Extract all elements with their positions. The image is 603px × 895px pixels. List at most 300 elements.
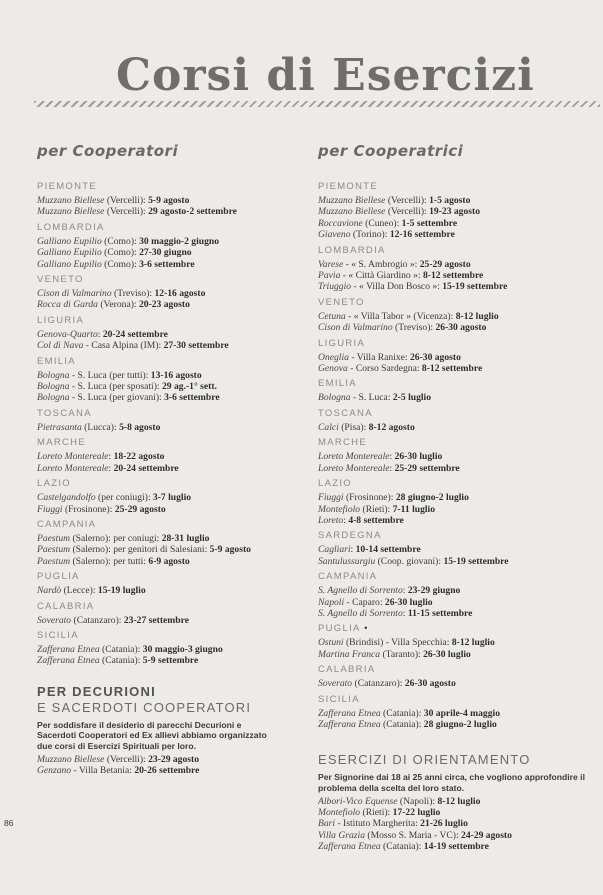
- entry-place: Triuggio: [318, 281, 352, 293]
- list-item: [318, 708, 588, 719]
- region-name: LIGURIA: [318, 337, 366, 349]
- entry-place: Bologna: [37, 369, 70, 381]
- entry-dates: 19-23 agosto: [429, 206, 481, 218]
- entry-details: (Treviso):: [111, 288, 155, 300]
- region-name: CAMPANIA: [37, 518, 97, 530]
- region-heading: [37, 274, 282, 286]
- entry-dates: 18-22 agosto: [113, 451, 165, 463]
- list-item: [318, 492, 588, 503]
- entry-dates: 23-27 settembre: [123, 614, 189, 626]
- section-heading-decurioni-line2: E SACERDOTI COOPERATORI: [37, 699, 252, 715]
- entry-details: - « Villa Tabor » (Vicenza):: [345, 310, 456, 322]
- region-name: MARCHE: [318, 437, 367, 449]
- entry-details: - Istituto Margherita:: [335, 818, 421, 830]
- list-item: [37, 754, 282, 765]
- list-item: [318, 515, 588, 526]
- entry-dates: 1-5 agosto: [429, 195, 471, 206]
- entry-details: (Vercelli):: [104, 195, 149, 206]
- entry-details: (Vercelli):: [385, 195, 430, 206]
- list-item: [318, 830, 588, 841]
- region-name: MARCHE: [37, 437, 86, 449]
- list-item: [318, 841, 588, 852]
- entry-details: - Casa Alpina (IM):: [83, 340, 164, 352]
- entry-details: (Salerno): per tutti:: [70, 555, 149, 567]
- list-item: [318, 259, 588, 270]
- entry-dates: 1-5 settembre: [401, 217, 458, 229]
- list-item: [318, 422, 588, 433]
- region-heading: [318, 245, 588, 257]
- entry-place: Genzano: [37, 764, 72, 776]
- list-item: [318, 678, 588, 689]
- entry-details: (Rieti):: [360, 806, 393, 818]
- entry-details: (Como):: [101, 235, 140, 247]
- entry-place: Calci: [318, 421, 339, 433]
- entry-details: :: [402, 585, 408, 597]
- entry-dates: 15-19 luglio: [97, 585, 146, 597]
- list-item: [37, 206, 282, 217]
- entry-details: - « Città Giardino »:: [340, 270, 423, 282]
- entry-details: - Villa Betania:: [71, 764, 135, 776]
- section-orientamento: [318, 752, 588, 852]
- entry-details: (Salerno): per coniugi:: [70, 532, 162, 544]
- region-heading: [318, 378, 588, 390]
- region-name: VENETO: [37, 274, 84, 286]
- entry-place: Galliano Eupilio: [37, 235, 102, 247]
- entry-dates: 14-19 settembre: [423, 841, 489, 853]
- list-item: [37, 259, 282, 270]
- entry-place: Muzzano Biellese: [37, 753, 105, 765]
- region-name: LAZIO: [318, 478, 352, 490]
- entry-details: (Coop. giovani):: [375, 555, 444, 567]
- entry-dates: 28-31 luglio: [161, 532, 210, 544]
- entry-dates: 29 agosto-2 settembre: [148, 206, 237, 218]
- region-name: PUGLIA: [37, 571, 80, 583]
- entry-details: (Taranto):: [380, 648, 424, 660]
- region-name: LOMBARDIA: [37, 221, 105, 233]
- entry-details: (Napoli):: [397, 795, 438, 807]
- entry-place: Loreto Montereale: [318, 451, 390, 463]
- section-note-decurioni: Per soddisfare il desiderio di parecchi Decurioni e Sacerdoti Cooperatori ed Ex allievi abbiamo organizzato due corsi di Esercizi Spirituali per loro.: [37, 719, 267, 751]
- region-heading: [37, 181, 282, 193]
- list-item: [318, 818, 588, 829]
- list-item: [37, 451, 282, 462]
- entry-dates: 12-16 agosto: [154, 288, 206, 300]
- list-item: [37, 381, 282, 392]
- entry-dates: 20-23 agosto: [138, 299, 190, 311]
- page-title: Corsi di Esercizi: [116, 50, 535, 101]
- section-heading-decurioni-line1: PER DECURIONI: [37, 683, 156, 699]
- entry-place: Varese: [318, 258, 344, 270]
- list-item: [318, 719, 588, 730]
- list-item: [37, 340, 282, 351]
- entry-details: (Salerno): per genitori di Salesiani:: [70, 544, 210, 556]
- entry-details: (Torino):: [350, 229, 390, 241]
- entry-list-decurioni: [37, 754, 282, 777]
- list-item: [318, 229, 588, 240]
- entry-place: Loreto Montereale: [37, 451, 109, 463]
- list-item: [318, 322, 588, 333]
- list-item: [318, 281, 588, 292]
- entry-place: Bologna: [37, 392, 70, 404]
- list-item: [318, 463, 588, 474]
- entry-details: (Cuneo):: [362, 217, 402, 229]
- entry-place: Cison di Valmarino: [318, 322, 393, 334]
- entry-dates: 4-8 settembre: [348, 514, 404, 526]
- list-item: [318, 270, 588, 281]
- entry-place: Zafferana Etnea: [318, 841, 381, 853]
- region-name: EMILIA: [37, 355, 76, 367]
- entry-details: (Vercelli):: [385, 206, 430, 218]
- entry-details: (Como):: [101, 258, 140, 270]
- entry-dates: 12-16 settembre: [389, 229, 455, 241]
- entry-dates: 20-24 settembre: [102, 328, 168, 340]
- entry-details: - S. Luca (per tutti):: [69, 369, 151, 381]
- entry-details: :: [389, 462, 395, 474]
- region-heading: [318, 571, 588, 583]
- entry-place: Fiuggi: [318, 492, 344, 504]
- list-item: [318, 796, 588, 807]
- entry-dates: 15-19 settembre: [443, 555, 509, 567]
- entry-dates: 23-29 agosto: [148, 753, 200, 765]
- list-item: [318, 206, 588, 217]
- entry-place: Paestum: [37, 544, 71, 556]
- column-heading-cooperatori: per Cooperatori: [37, 142, 179, 160]
- entry-details: - « Villa Don Bosco »:: [351, 281, 443, 293]
- entry-place: Cison di Valmarino: [37, 288, 112, 300]
- list-item: [318, 807, 588, 818]
- entry-place: Muzzano Biellese: [318, 206, 386, 218]
- entry-dates: 8-12 luglio: [451, 637, 495, 649]
- region-heading: [318, 437, 588, 449]
- entry-place: Oneglia: [318, 351, 349, 363]
- entry-dates: 24-29 agosto: [461, 829, 512, 841]
- entry-dates: 2-5 luglio: [392, 392, 432, 404]
- entry-place: S. Agnello di Sorrento: [318, 585, 403, 597]
- entry-details: - Corso Sardegna:: [347, 363, 422, 375]
- list-item: [37, 329, 282, 340]
- region-heading: [37, 519, 282, 531]
- entry-details: - Villa Ranixe:: [348, 351, 410, 363]
- entry-place: Col di Nava: [37, 340, 84, 352]
- entry-details: (Catanzaro):: [71, 614, 124, 626]
- list-item: [318, 352, 588, 363]
- entry-details: (Catanzaro):: [352, 678, 405, 690]
- entry-details: :: [350, 544, 356, 556]
- region-name: SICILIA: [318, 693, 360, 705]
- entry-place: Bologna: [37, 381, 70, 393]
- column-heading-cooperatrici: per Cooperatrici: [318, 142, 464, 160]
- entry-dates: 29 ag.-1° sett.: [161, 381, 217, 393]
- entry-place: Muzzano Biellese: [37, 195, 105, 206]
- entry-dates: 26-30 agosto: [409, 351, 461, 363]
- region-name: SICILIA: [37, 629, 79, 641]
- entry-place: Paestum: [37, 532, 71, 544]
- entry-dates: 27-30 giugno: [139, 247, 192, 259]
- list-item: [37, 195, 282, 206]
- list-item: [318, 649, 588, 660]
- entry-place: Napoli: [318, 596, 345, 608]
- entry-dates: 20-24 settembre: [113, 462, 179, 474]
- list-item: [318, 556, 588, 567]
- entry-dates: 8-12 luglio: [437, 795, 481, 807]
- entry-place: Santulussurgiu: [318, 555, 376, 567]
- list-item: [37, 544, 282, 555]
- entry-dates: 30 maggio-3 giugno: [142, 643, 223, 655]
- entry-dates: 30 maggio-2 giugno: [139, 235, 220, 247]
- entry-dates: 21-26 luglio: [420, 818, 468, 830]
- region-heading: [37, 222, 282, 234]
- list-item: [37, 422, 282, 433]
- entry-details: (Brindisi) - Villa Specchia:: [343, 637, 452, 649]
- list-item: [318, 504, 588, 515]
- list-item: [37, 765, 282, 776]
- entry-dates: 10-14 settembre: [355, 544, 421, 556]
- region-name: PIEMONTE: [37, 181, 98, 192]
- entry-place: Nardò: [37, 585, 62, 597]
- entry-dates: 25-29 settembre: [394, 462, 460, 474]
- entry-list-orientamento: [318, 796, 588, 853]
- entry-place: Ostuni: [318, 637, 344, 649]
- list-item: [37, 556, 282, 567]
- list-item: [318, 218, 588, 229]
- page-number: 86: [4, 818, 14, 828]
- column-cooperatori: [37, 142, 282, 776]
- entry-place: Genova: [318, 363, 348, 375]
- entry-dates: 26-30 luglio: [394, 451, 443, 463]
- region-name: LIGURIA: [37, 314, 85, 326]
- region-name: CALABRIA: [37, 600, 95, 612]
- entry-place: Galliano Eupilio: [37, 247, 102, 259]
- entry-dates: 7-11 luglio: [392, 503, 436, 515]
- entry-dates: 8-12 settembre: [421, 363, 483, 375]
- region-heading: [318, 478, 588, 490]
- list-item: [318, 608, 588, 619]
- region-name: CALABRIA: [318, 664, 376, 676]
- entry-details: (Frosinone):: [343, 492, 396, 504]
- list-item: [318, 311, 588, 322]
- list-item: [37, 299, 282, 310]
- entry-details: (Vercelli):: [104, 753, 149, 765]
- entry-place: Martina Franca: [318, 648, 381, 660]
- list-item: [37, 247, 282, 258]
- region-heading: [37, 408, 282, 420]
- list-item: [37, 236, 282, 247]
- region-name: CAMPANIA: [318, 571, 378, 583]
- list-item: [37, 655, 282, 666]
- entry-details: (Catania):: [380, 718, 424, 730]
- list-item: [37, 492, 282, 503]
- list-item: [37, 533, 282, 544]
- entry-details: - S. Luca (per giovani):: [69, 392, 165, 404]
- entry-dates: 15-19 settembre: [442, 281, 508, 293]
- entry-details: - « S. Ambrogio »:: [343, 258, 420, 270]
- entry-dates: 23-29 giugno: [407, 585, 461, 597]
- entry-details: - Caparo:: [344, 596, 385, 608]
- entry-details: (per coniugi):: [95, 492, 153, 504]
- entry-details: (Vercelli):: [104, 206, 149, 218]
- entry-details: (Treviso):: [392, 322, 436, 334]
- list-item: [318, 451, 588, 462]
- entry-place: Zafferana Etnea: [37, 643, 100, 655]
- entry-details: :: [389, 451, 395, 463]
- section-heading-orientamento: ESERCIZI DI ORIENTAMENTO: [318, 752, 531, 768]
- entry-place: Loreto Montereale: [318, 462, 390, 474]
- list-item: [37, 615, 282, 626]
- entry-place: Zafferana Etnea: [318, 718, 381, 730]
- list-item: [318, 597, 588, 608]
- section-decurioni: [37, 684, 282, 777]
- region-heading: [318, 408, 588, 420]
- entry-dates: 26-30 agosto: [404, 678, 456, 690]
- list-item: [37, 504, 282, 515]
- entry-place: Loreto: [318, 514, 344, 526]
- entry-details: (Rieti):: [360, 503, 393, 515]
- entry-place: Zafferana Etnea: [37, 655, 100, 667]
- entry-details: - S. Luca:: [350, 392, 393, 404]
- list-item: [37, 392, 282, 403]
- region-heading: [37, 571, 282, 583]
- region-heading: [318, 694, 588, 706]
- entry-place: Muzzano Biellese: [318, 195, 386, 206]
- entry-place: Montefiolo: [318, 503, 361, 515]
- region-name: LAZIO: [37, 478, 71, 490]
- section-note-orientamento: Per Signorine dai 18 ai 25 anni circa, che vogliono approfondire il problema della scelta del loro stato.: [318, 772, 585, 793]
- region-list-cooperatori: [37, 181, 282, 667]
- entry-details: (Catania):: [380, 841, 424, 853]
- entry-place: Bologna: [318, 392, 351, 404]
- entry-dates: 20-26 settembre: [134, 764, 200, 776]
- entry-details: (Lucca):: [81, 421, 120, 433]
- entry-place: Fiuggi: [37, 503, 63, 515]
- entry-dates: 8-12 agosto: [368, 421, 415, 433]
- entry-place: Albori-Vico Equense: [318, 795, 398, 807]
- entry-place: Giaveno: [318, 229, 351, 241]
- entry-dates: 28 giugno-2 luglio: [423, 718, 497, 730]
- entry-details: (Verona):: [97, 299, 139, 311]
- entry-details: :: [108, 462, 114, 474]
- entry-details: (Pisa):: [338, 421, 369, 433]
- entry-dates: 25-29 agosto: [114, 503, 166, 515]
- entry-dates: 25-29 agosto: [419, 258, 471, 270]
- entry-details: (Catania):: [380, 707, 424, 719]
- entry-place: Villa Grazia: [318, 829, 365, 841]
- region-name: PIEMONTE: [318, 181, 379, 192]
- region-heading: [318, 623, 588, 635]
- entry-dates: 5-9 agosto: [209, 544, 251, 556]
- region-name: TOSCANA: [37, 407, 92, 419]
- entry-dates: 26-30 agosto: [435, 322, 487, 334]
- entry-place: Pavia: [318, 270, 341, 282]
- entry-place: Cagliari: [318, 544, 351, 556]
- region-name: VENETO: [318, 296, 365, 308]
- entry-place: Roccavione: [318, 217, 363, 229]
- entry-dates: 26-30 luglio: [423, 648, 471, 660]
- entry-details: (Lecce):: [61, 585, 98, 597]
- entry-place: Paestum: [37, 555, 71, 567]
- region-heading: [318, 181, 588, 193]
- region-heading: [318, 664, 588, 676]
- entry-details: :: [402, 607, 408, 619]
- entry-place: Cetuna: [318, 310, 346, 322]
- region-heading: [318, 530, 588, 542]
- region-name: LOMBARDIA: [318, 244, 386, 256]
- entry-details: - S. Luca (per sposati):: [69, 381, 162, 393]
- entry-place: Pietrasanta: [37, 421, 82, 433]
- list-item: [318, 392, 588, 403]
- region-heading: [318, 297, 588, 309]
- region-heading: [318, 338, 588, 350]
- list-item: [318, 637, 588, 648]
- list-item: [318, 544, 588, 555]
- region-list-cooperatrici: [318, 181, 588, 730]
- entry-place: Bari: [318, 818, 336, 830]
- entry-dates: 3-6 settembre: [139, 258, 195, 270]
- entry-place: Loreto Montereale: [37, 462, 109, 474]
- entry-dates: 5-9 settembre: [142, 655, 199, 667]
- entry-dates: 28 giugno-2 luglio: [395, 492, 469, 504]
- list-item: [37, 644, 282, 655]
- entry-dates: 17-22 luglio: [392, 806, 441, 818]
- entry-place: Soverato: [318, 678, 353, 690]
- entry-dates: 26-30 luglio: [384, 596, 433, 608]
- entry-dates: 8-12 settembre: [423, 270, 484, 282]
- entry-place: S. Agnello di Sorrento: [318, 607, 403, 619]
- entry-dates: 27-30 settembre: [163, 340, 229, 352]
- list-item: [37, 463, 282, 474]
- entry-place: Muzzano Biellese: [37, 206, 105, 218]
- entry-details: (Catania):: [99, 643, 143, 655]
- entry-dates: 3-6 settembre: [164, 392, 220, 404]
- region-heading: [37, 630, 282, 642]
- entry-details: (Como):: [101, 247, 140, 259]
- entry-place: Zafferana Etnea: [318, 707, 381, 719]
- entry-details: (Mosso S. Maria - VC):: [365, 829, 462, 841]
- region-name: PUGLIA: [318, 623, 361, 635]
- region-heading: [37, 315, 282, 327]
- region-name: EMILIA: [318, 378, 357, 390]
- column-cooperatrici: [318, 142, 588, 853]
- region-heading: [37, 356, 282, 368]
- entry-place: Galliano Eupilio: [37, 258, 102, 270]
- entry-dates: 11-15 settembre: [407, 607, 473, 619]
- entry-details: (Frosinone):: [62, 503, 115, 515]
- entry-dates: 13-16 agosto: [150, 369, 202, 381]
- entry-dates: 6-9 agosto: [148, 555, 190, 567]
- list-item: [37, 370, 282, 381]
- list-item: [37, 585, 282, 596]
- entry-details: :: [108, 451, 114, 463]
- list-item: [318, 585, 588, 596]
- region-name: SARDEGNA: [318, 530, 382, 542]
- entry-dates: 5-9 agosto: [148, 195, 190, 206]
- entry-place: Montefiolo: [318, 806, 361, 818]
- list-item: [318, 363, 588, 374]
- region-heading: [37, 478, 282, 490]
- entry-dates: 5-8 agosto: [119, 421, 161, 433]
- decorative-divider: [34, 101, 600, 107]
- entry-dates: 30 aprile-4 maggio: [423, 707, 500, 719]
- list-item: [37, 288, 282, 299]
- list-item: [318, 195, 588, 206]
- region-heading: [37, 601, 282, 613]
- entry-dates: 3-7 luglio: [152, 492, 192, 504]
- entry-place: Castelgandolfo: [37, 492, 96, 504]
- region-heading: [37, 437, 282, 449]
- bullet-mark: •: [360, 623, 369, 635]
- entry-details: (Catania):: [99, 655, 143, 667]
- region-name: TOSCANA: [318, 407, 373, 419]
- entry-details: :: [343, 514, 349, 526]
